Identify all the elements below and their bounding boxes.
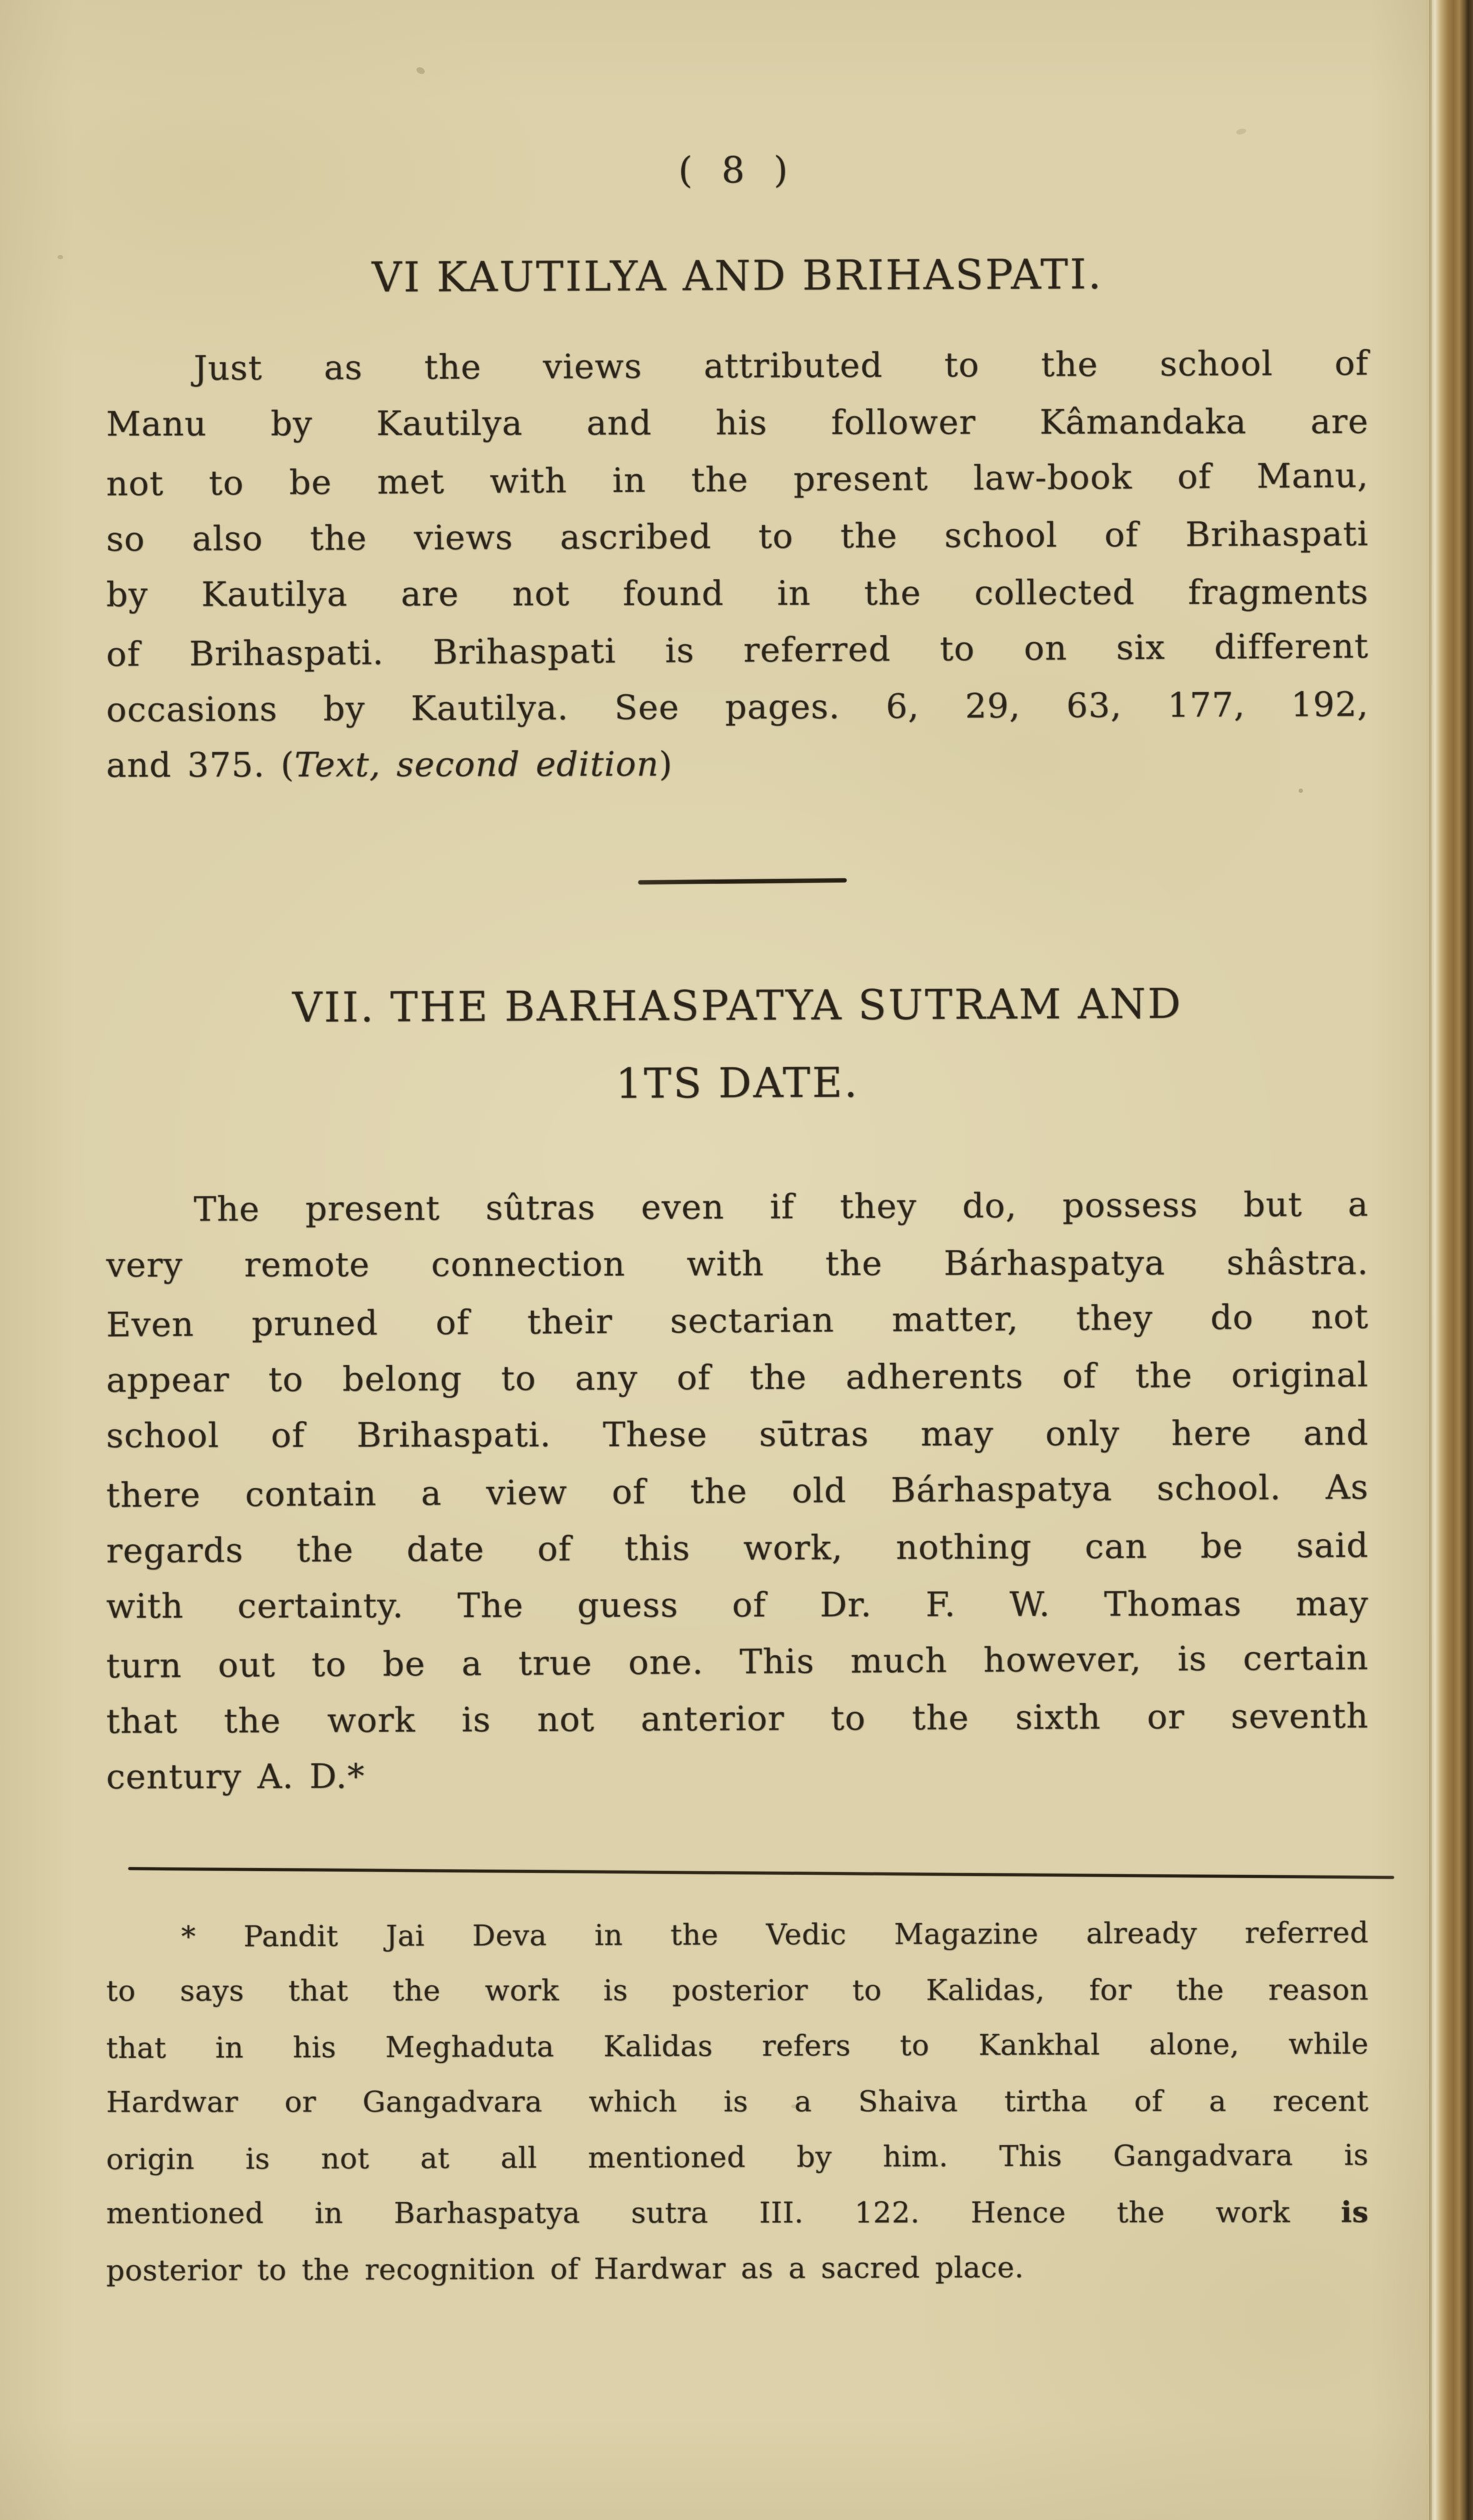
page-number: ( 8 ) [678,148,797,192]
section-vii-paragraph-line: regards the date of this work, nothing can be said [106,1525,1369,1571]
section-vii-paragraph-line: century A. D.* [106,1756,365,1797]
section-vii-paragraph-line: The present sûtras even if they do, possess but a [193,1184,1369,1229]
section-divider [638,878,847,884]
page-edge [1424,0,1473,2520]
paper-speck [57,255,63,259]
section-vii-paragraph-line: turn out to be a true one. This much however, is certain [106,1638,1369,1686]
section-vi-paragraph-segment: Text, second edition [294,744,659,785]
section-vi-heading-line: VI KAUTILYA AND BRIHASPATI. [371,250,1104,302]
section-vi-paragraph-line: by Kautilya are not found in the collected fragments [106,572,1369,615]
footnote-text-line: * Pandit Jai Deva in the Vedic Magazine already referred [181,1915,1369,1954]
footnote-text [106,1907,1369,2296]
section-vii-heading-line: VII. THE BARHASPATYA SUTRAM AND [292,979,1183,1032]
footnote-text-line [106,2184,1369,2241]
section-vii-paragraph-line: that the work is not anterior to the sixth or seventh [106,1696,1369,1741]
footnote-text-segment: is [1341,2195,1369,2229]
section-vi-paragraph-line: Manu by Kautilya and his follower Kâmandaka are [106,401,1369,444]
section-vi-paragraph-segment: and 375. ( [106,745,295,785]
section-vi-paragraph-line: Just as the views attributed to the school of [193,343,1369,388]
footnote-text-line: that in his Meghaduta Kalidas refers to Kankhal alone, while [106,2026,1369,2065]
section-vii-paragraph-line: very remote connection with the Bárhaspatya shâstra. [106,1242,1369,1285]
footnote-text-line: origin is not at all mentioned by him. This Gangadvara is [106,2138,1369,2176]
section-vii-heading-line: 1TS DATE. [616,1058,859,1108]
section-vi-paragraph-line: occasions by Kautilya. See pages. 6, 29, 63, 177, 192, [106,684,1369,730]
paper-speck [1299,789,1303,793]
section-vii-paragraph-line: Even pruned of their sectarian matter, they do not [106,1297,1369,1345]
section-vii-paragraph [106,1178,1369,1804]
footnote-text-line: posterior to the recognition of Hardwar as a sacred place. [106,2250,1024,2288]
paper-speck [791,2104,796,2108]
section-vii-paragraph-line: with certainty. The guess of Dr. F. W. Thomas may [106,1583,1369,1626]
section-vi-heading [106,237,1369,315]
section-vii-paragraph-line: there contain a view of the old Bárhaspatya school. As [106,1467,1369,1515]
section-vi-paragraph [106,337,1369,792]
section-vi-paragraph-line [106,734,1369,794]
section-vi-paragraph-segment: ) [659,744,673,784]
section-vii-paragraph-line: school of Brihaspati. These sūtras may only here and [106,1413,1369,1456]
footnote-rule [128,1867,1394,1879]
footnote-text-line: Hardwar or Gangadvara which is a Shaiva tirtha of a recent [106,2084,1369,2119]
section-vii-paragraph-line: appear to belong to any of the adherents of the original [106,1355,1369,1400]
section-vi-paragraph-line: not to be met with in the present law-book of Manu, [106,456,1369,504]
section-vii-heading [106,967,1369,1122]
footnote-text-segment: mentioned in Barhaspatya sutra III. 122. Hence the work [106,2195,1341,2230]
section-vi-paragraph-line: of Brihaspati. Brihaspati is referred to on six different [106,626,1369,674]
footnote-text-line: to says that the work is posterior to Kalidas, for the reason [106,1973,1369,2008]
section-vi-paragraph-line: so also the views ascribed to the school of Brihaspati [106,514,1369,559]
